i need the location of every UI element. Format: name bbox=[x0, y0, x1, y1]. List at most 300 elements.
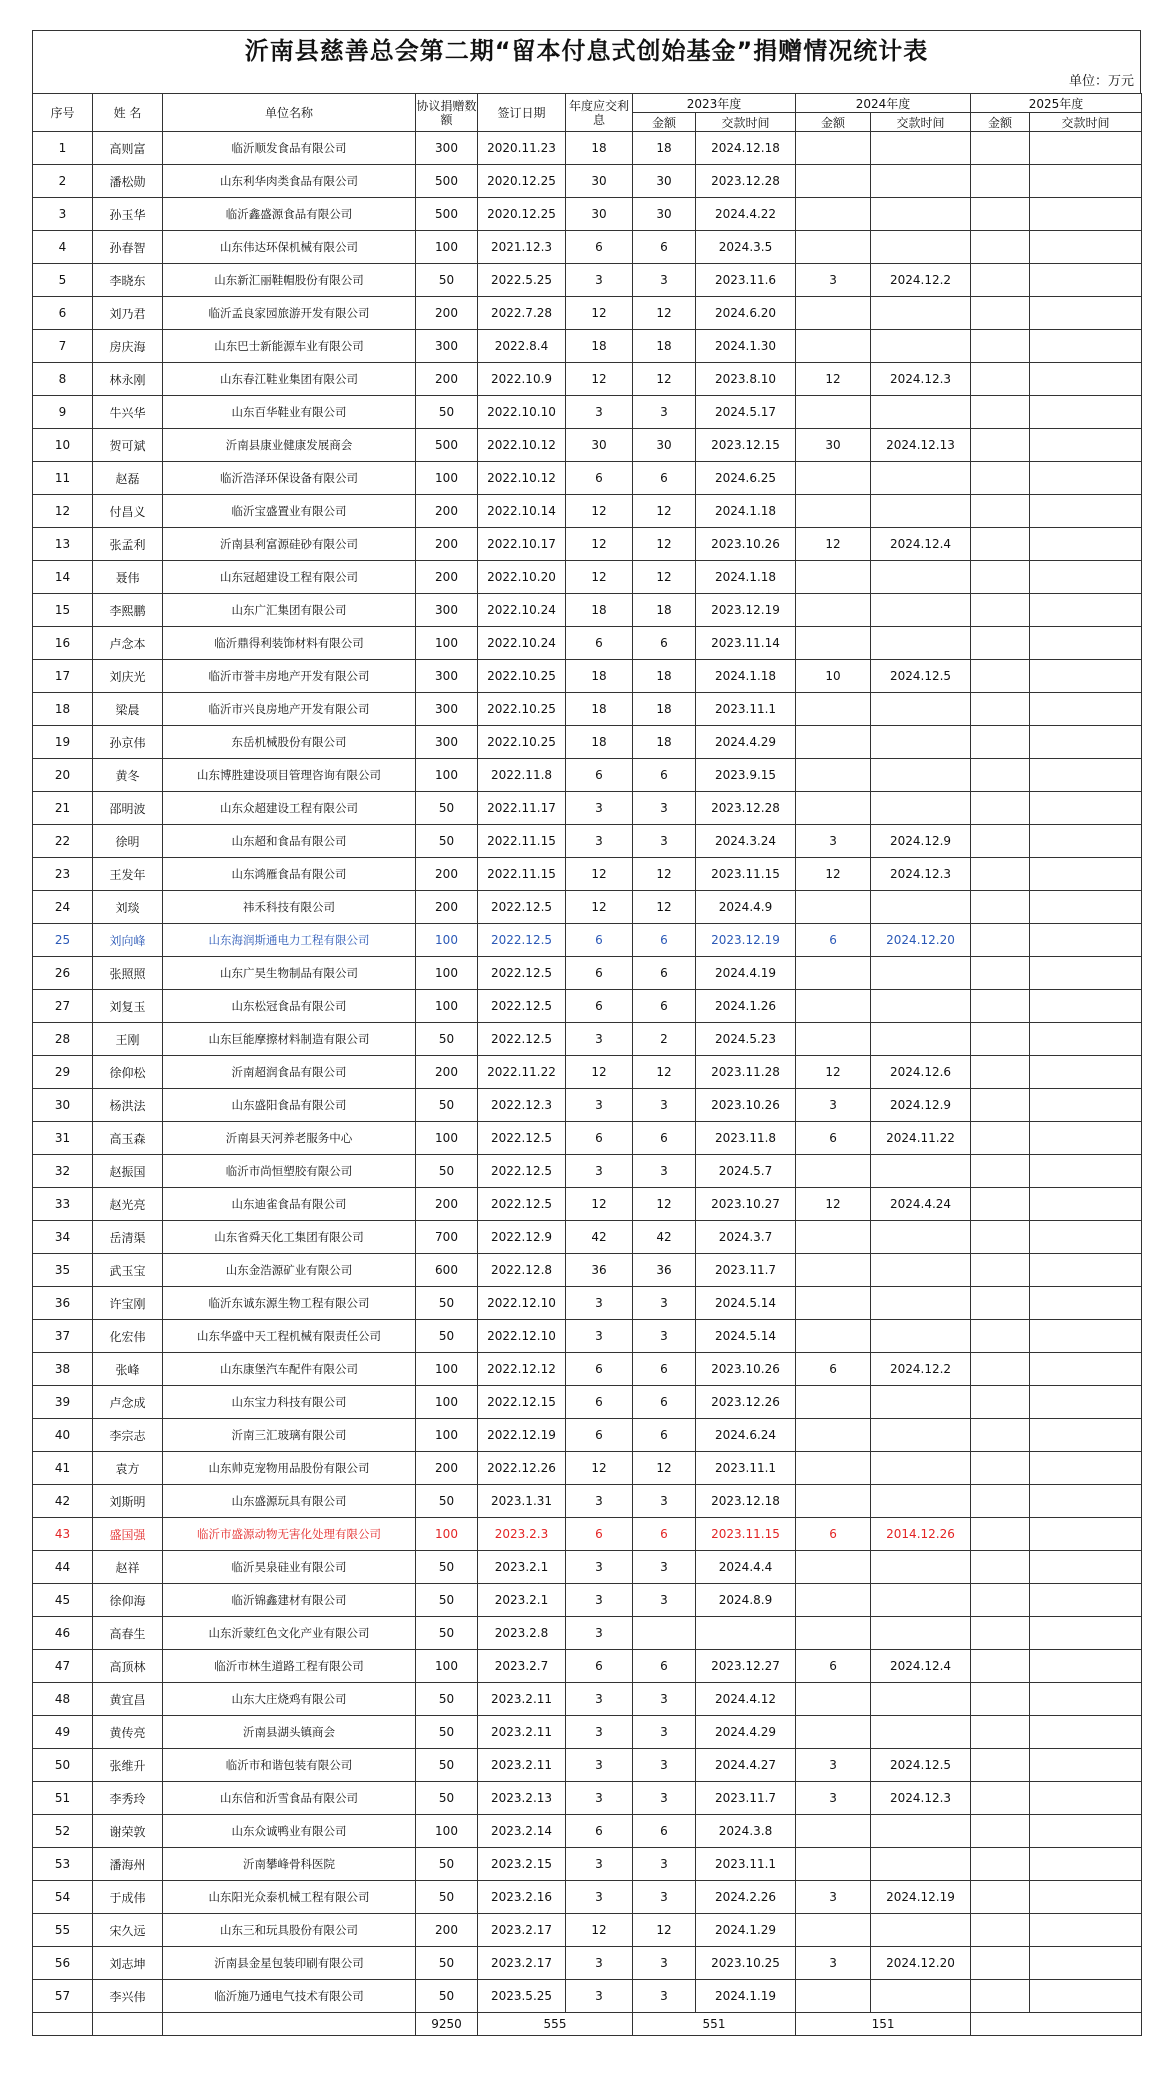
cell-2025-amount bbox=[971, 1782, 1030, 1815]
cell-name: 刘向峰 bbox=[93, 924, 163, 957]
cell-2024-time bbox=[871, 1221, 971, 1254]
cell-date: 2023.1.31 bbox=[478, 1485, 566, 1518]
cell-seq: 5 bbox=[33, 264, 93, 297]
cell-2025-time bbox=[1030, 1914, 1142, 1947]
cell-2023-time: 2024.1.18 bbox=[696, 561, 796, 594]
cell-name: 孙京伟 bbox=[93, 726, 163, 759]
cell-2024-amount: 6 bbox=[796, 1122, 871, 1155]
cell-annual-due: 6 bbox=[566, 627, 633, 660]
cell-company: 山东伟达环保机械有限公司 bbox=[163, 231, 416, 264]
sheet-title: 沂南县慈善总会第二期“留本付息式创始基金”捐赠情况统计表 bbox=[32, 30, 1141, 71]
table-row bbox=[33, 594, 1142, 627]
cell-2025-time bbox=[1030, 1518, 1142, 1551]
cell-2024-time bbox=[871, 1584, 971, 1617]
totals-cell-empty bbox=[971, 2013, 1142, 2036]
cell-company: 临沂市盛源动物无害化处理有限公司 bbox=[163, 1518, 416, 1551]
cell-annual-due: 3 bbox=[566, 792, 633, 825]
cell-2024-amount bbox=[796, 990, 871, 1023]
cell-2023-amount bbox=[633, 1617, 696, 1650]
cell-annual-due: 3 bbox=[566, 1155, 633, 1188]
cell-2024-amount bbox=[796, 1452, 871, 1485]
cell-2025-time bbox=[1030, 231, 1142, 264]
unit-label: 单位：万元 bbox=[32, 71, 1141, 93]
cell-2023-time: 2023.11.6 bbox=[696, 264, 796, 297]
cell-2023-amount: 3 bbox=[633, 1749, 696, 1782]
cell-company: 沂南超润食品有限公司 bbox=[163, 1056, 416, 1089]
cell-company: 临沂浩泽环保设备有限公司 bbox=[163, 462, 416, 495]
cell-annual-due: 6 bbox=[566, 990, 633, 1023]
cell-amount: 50 bbox=[416, 1617, 478, 1650]
cell-2024-amount bbox=[796, 1386, 871, 1419]
cell-2023-amount: 30 bbox=[633, 165, 696, 198]
cell-2024-time bbox=[871, 990, 971, 1023]
table-row bbox=[33, 363, 1142, 396]
cell-2025-amount bbox=[971, 132, 1030, 165]
cell-date: 2023.2.17 bbox=[478, 1947, 566, 1980]
cell-2024-amount bbox=[796, 561, 871, 594]
cell-date: 2022.10.14 bbox=[478, 495, 566, 528]
cell-name: 孙春智 bbox=[93, 231, 163, 264]
cell-amount: 200 bbox=[416, 297, 478, 330]
cell-2024-time bbox=[871, 1386, 971, 1419]
cell-2025-amount bbox=[971, 1353, 1030, 1386]
cell-amount: 50 bbox=[416, 1287, 478, 1320]
cell-2025-time bbox=[1030, 1419, 1142, 1452]
table-row bbox=[33, 1551, 1142, 1584]
cell-2025-time bbox=[1030, 495, 1142, 528]
table-row bbox=[33, 858, 1142, 891]
cell-date: 2020.12.25 bbox=[478, 165, 566, 198]
cell-amount: 200 bbox=[416, 528, 478, 561]
cell-annual-due: 12 bbox=[566, 363, 633, 396]
table-row bbox=[33, 1485, 1142, 1518]
cell-name: 赵振国 bbox=[93, 1155, 163, 1188]
cell-2025-time bbox=[1030, 1749, 1142, 1782]
cell-2025-amount bbox=[971, 396, 1030, 429]
cell-seq: 46 bbox=[33, 1617, 93, 1650]
cell-name: 刘志坤 bbox=[93, 1947, 163, 1980]
cell-company: 临沂鼎得利装饰材料有限公司 bbox=[163, 627, 416, 660]
cell-name: 赵光亮 bbox=[93, 1188, 163, 1221]
cell-name: 岳清渠 bbox=[93, 1221, 163, 1254]
cell-company: 沂南县湖头镇商会 bbox=[163, 1716, 416, 1749]
cell-amount: 50 bbox=[416, 1683, 478, 1716]
cell-annual-due: 3 bbox=[566, 1551, 633, 1584]
table-row bbox=[33, 1650, 1142, 1683]
cell-name: 徐仰松 bbox=[93, 1056, 163, 1089]
cell-2023-time: 2023.12.27 bbox=[696, 1650, 796, 1683]
table-row bbox=[33, 1749, 1142, 1782]
cell-2024-time: 2024.12.6 bbox=[871, 1056, 971, 1089]
cell-seq: 27 bbox=[33, 990, 93, 1023]
cell-2025-time bbox=[1030, 1881, 1142, 1914]
cell-2024-amount: 12 bbox=[796, 528, 871, 561]
cell-2024-amount bbox=[796, 957, 871, 990]
cell-amount: 50 bbox=[416, 396, 478, 429]
cell-2023-time: 2023.9.15 bbox=[696, 759, 796, 792]
cell-2024-amount bbox=[796, 1485, 871, 1518]
cell-2024-time: 2024.12.4 bbox=[871, 1650, 971, 1683]
cell-seq: 42 bbox=[33, 1485, 93, 1518]
cell-amount: 200 bbox=[416, 363, 478, 396]
cell-2025-time bbox=[1030, 1221, 1142, 1254]
cell-2025-amount bbox=[971, 264, 1030, 297]
cell-2023-amount: 42 bbox=[633, 1221, 696, 1254]
cell-company: 沂南三汇玻璃有限公司 bbox=[163, 1419, 416, 1452]
cell-date: 2023.2.11 bbox=[478, 1749, 566, 1782]
cell-annual-due: 3 bbox=[566, 1485, 633, 1518]
cell-2025-amount bbox=[971, 165, 1030, 198]
table-row bbox=[33, 759, 1142, 792]
cell-name: 刘庆光 bbox=[93, 660, 163, 693]
cell-company: 东岳机械股份有限公司 bbox=[163, 726, 416, 759]
table-row bbox=[33, 1023, 1142, 1056]
cell-2023-amount: 3 bbox=[633, 1683, 696, 1716]
cell-company: 山东新汇丽鞋帽股份有限公司 bbox=[163, 264, 416, 297]
cell-2024-amount bbox=[796, 1551, 871, 1584]
cell-seq: 57 bbox=[33, 1980, 93, 2013]
cell-2023-time: 2024.1.30 bbox=[696, 330, 796, 363]
cell-date: 2023.2.1 bbox=[478, 1584, 566, 1617]
cell-2025-time bbox=[1030, 1287, 1142, 1320]
cell-2024-amount: 6 bbox=[796, 1518, 871, 1551]
cell-annual-due: 3 bbox=[566, 1617, 633, 1650]
cell-amount: 100 bbox=[416, 957, 478, 990]
header-2024-amount: 金额 bbox=[796, 113, 871, 132]
cell-company: 临沂市尚恒塑胶有限公司 bbox=[163, 1155, 416, 1188]
cell-seq: 55 bbox=[33, 1914, 93, 1947]
cell-seq: 31 bbox=[33, 1122, 93, 1155]
cell-name: 房庆海 bbox=[93, 330, 163, 363]
cell-amount: 500 bbox=[416, 198, 478, 231]
cell-date: 2023.2.3 bbox=[478, 1518, 566, 1551]
cell-seq: 34 bbox=[33, 1221, 93, 1254]
cell-2023-amount: 3 bbox=[633, 1947, 696, 1980]
cell-amount: 100 bbox=[416, 627, 478, 660]
cell-2023-amount: 12 bbox=[633, 495, 696, 528]
cell-date: 2020.12.25 bbox=[478, 198, 566, 231]
cell-2025-time bbox=[1030, 858, 1142, 891]
cell-2024-time bbox=[871, 132, 971, 165]
cell-2023-time: 2024.5.17 bbox=[696, 396, 796, 429]
cell-2024-time bbox=[871, 726, 971, 759]
cell-2024-amount bbox=[796, 1221, 871, 1254]
cell-2025-amount bbox=[971, 1485, 1030, 1518]
cell-seq: 29 bbox=[33, 1056, 93, 1089]
cell-2025-amount bbox=[971, 1584, 1030, 1617]
table-row bbox=[33, 132, 1142, 165]
table-row bbox=[33, 396, 1142, 429]
cell-2025-amount bbox=[971, 1980, 1030, 2013]
cell-company: 山东巨能摩擦材料制造有限公司 bbox=[163, 1023, 416, 1056]
cell-2025-amount bbox=[971, 495, 1030, 528]
cell-2024-time bbox=[871, 594, 971, 627]
cell-annual-due: 42 bbox=[566, 1221, 633, 1254]
cell-2023-amount: 6 bbox=[633, 990, 696, 1023]
cell-2025-time bbox=[1030, 528, 1142, 561]
table-row bbox=[33, 1914, 1142, 1947]
cell-company: 山东众诚鸭业有限公司 bbox=[163, 1815, 416, 1848]
table-row bbox=[33, 429, 1142, 462]
table-row bbox=[33, 1617, 1142, 1650]
cell-name: 于成伟 bbox=[93, 1881, 163, 1914]
cell-2024-time: 2024.12.20 bbox=[871, 924, 971, 957]
cell-2025-amount bbox=[971, 297, 1030, 330]
cell-name: 李秀玲 bbox=[93, 1782, 163, 1815]
table-row bbox=[33, 1815, 1142, 1848]
cell-2024-amount: 3 bbox=[796, 1881, 871, 1914]
cell-2023-time: 2023.10.25 bbox=[696, 1947, 796, 1980]
cell-2024-time bbox=[871, 1023, 971, 1056]
cell-date: 2022.10.25 bbox=[478, 660, 566, 693]
table-row bbox=[33, 528, 1142, 561]
cell-2025-time bbox=[1030, 363, 1142, 396]
table-row bbox=[33, 1386, 1142, 1419]
cell-annual-due: 12 bbox=[566, 1452, 633, 1485]
cell-date: 2022.12.5 bbox=[478, 924, 566, 957]
cell-2024-amount bbox=[796, 792, 871, 825]
cell-date: 2022.12.3 bbox=[478, 1089, 566, 1122]
cell-2023-time: 2023.11.15 bbox=[696, 1518, 796, 1551]
cell-company: 山东沂蒙红色文化产业有限公司 bbox=[163, 1617, 416, 1650]
cell-2025-amount bbox=[971, 1716, 1030, 1749]
cell-2025-amount bbox=[971, 1848, 1030, 1881]
cell-company: 山东利华肉类食品有限公司 bbox=[163, 165, 416, 198]
cell-annual-due: 3 bbox=[566, 1980, 633, 2013]
cell-2025-amount bbox=[971, 1452, 1030, 1485]
cell-annual-due: 12 bbox=[566, 561, 633, 594]
cell-2025-time bbox=[1030, 1815, 1142, 1848]
cell-name: 谢荣敦 bbox=[93, 1815, 163, 1848]
totals-row bbox=[33, 2013, 1142, 2036]
totals-cell-empty bbox=[33, 2013, 93, 2036]
cell-2023-amount: 3 bbox=[633, 1551, 696, 1584]
cell-2024-amount bbox=[796, 1815, 871, 1848]
cell-2024-time bbox=[871, 231, 971, 264]
cell-2025-amount bbox=[971, 1287, 1030, 1320]
cell-annual-due: 3 bbox=[566, 1683, 633, 1716]
cell-date: 2022.12.5 bbox=[478, 957, 566, 990]
total-2024: 151 bbox=[796, 2013, 971, 2036]
cell-2024-amount bbox=[796, 1023, 871, 1056]
cell-name: 梁晨 bbox=[93, 693, 163, 726]
cell-seq: 23 bbox=[33, 858, 93, 891]
cell-company: 沂南县金星包装印刷有限公司 bbox=[163, 1947, 416, 1980]
cell-name: 黄宜昌 bbox=[93, 1683, 163, 1716]
cell-2024-time bbox=[871, 330, 971, 363]
cell-name: 盛国强 bbox=[93, 1518, 163, 1551]
cell-date: 2022.12.12 bbox=[478, 1353, 566, 1386]
cell-seq: 26 bbox=[33, 957, 93, 990]
table-row bbox=[33, 1155, 1142, 1188]
cell-annual-due: 6 bbox=[566, 231, 633, 264]
cell-company: 山东省舜天化工集团有限公司 bbox=[163, 1221, 416, 1254]
cell-company: 临沂施乃通电气技术有限公司 bbox=[163, 1980, 416, 2013]
cell-amount: 200 bbox=[416, 495, 478, 528]
cell-date: 2022.12.15 bbox=[478, 1386, 566, 1419]
cell-date: 2022.10.20 bbox=[478, 561, 566, 594]
cell-date: 2023.5.25 bbox=[478, 1980, 566, 2013]
cell-company: 临沂市林生道路工程有限公司 bbox=[163, 1650, 416, 1683]
cell-seq: 50 bbox=[33, 1749, 93, 1782]
cell-date: 2020.11.23 bbox=[478, 132, 566, 165]
cell-2024-time: 2024.12.3 bbox=[871, 363, 971, 396]
donation-table bbox=[32, 93, 1142, 2036]
cell-name: 武玉宝 bbox=[93, 1254, 163, 1287]
cell-name: 张维升 bbox=[93, 1749, 163, 1782]
cell-annual-due: 3 bbox=[566, 396, 633, 429]
cell-2023-amount: 3 bbox=[633, 1584, 696, 1617]
cell-2025-time bbox=[1030, 957, 1142, 990]
cell-date: 2022.12.9 bbox=[478, 1221, 566, 1254]
cell-2025-amount bbox=[971, 1749, 1030, 1782]
table-row bbox=[33, 1353, 1142, 1386]
cell-name: 牛兴华 bbox=[93, 396, 163, 429]
cell-name: 李宗志 bbox=[93, 1419, 163, 1452]
cell-2024-amount bbox=[796, 1716, 871, 1749]
cell-seq: 48 bbox=[33, 1683, 93, 1716]
cell-annual-due: 3 bbox=[566, 1848, 633, 1881]
cell-annual-due: 18 bbox=[566, 594, 633, 627]
cell-2025-time bbox=[1030, 825, 1142, 858]
table-body bbox=[33, 132, 1142, 2013]
cell-annual-due: 12 bbox=[566, 858, 633, 891]
cell-2023-amount: 6 bbox=[633, 231, 696, 264]
table-row bbox=[33, 1419, 1142, 1452]
cell-annual-due: 3 bbox=[566, 1089, 633, 1122]
cell-seq: 36 bbox=[33, 1287, 93, 1320]
cell-2023-amount: 2 bbox=[633, 1023, 696, 1056]
cell-date: 2022.11.22 bbox=[478, 1056, 566, 1089]
cell-2023-amount: 3 bbox=[633, 825, 696, 858]
cell-company: 山东百华鞋业有限公司 bbox=[163, 396, 416, 429]
cell-2023-time: 2024.4.29 bbox=[696, 726, 796, 759]
cell-2025-time bbox=[1030, 1056, 1142, 1089]
cell-2023-amount: 3 bbox=[633, 1320, 696, 1353]
cell-seq: 53 bbox=[33, 1848, 93, 1881]
cell-name: 杨洪法 bbox=[93, 1089, 163, 1122]
cell-annual-due: 12 bbox=[566, 1056, 633, 1089]
cell-2024-time bbox=[871, 462, 971, 495]
cell-name: 徐明 bbox=[93, 825, 163, 858]
cell-2023-time: 2024.5.14 bbox=[696, 1287, 796, 1320]
cell-amount: 50 bbox=[416, 1551, 478, 1584]
cell-seq: 13 bbox=[33, 528, 93, 561]
cell-2025-time bbox=[1030, 594, 1142, 627]
header-2023-time: 交款时间 bbox=[696, 113, 796, 132]
cell-2024-time: 2024.12.5 bbox=[871, 660, 971, 693]
cell-2025-amount bbox=[971, 957, 1030, 990]
cell-2025-time bbox=[1030, 1617, 1142, 1650]
cell-2024-time: 2014.12.26 bbox=[871, 1518, 971, 1551]
cell-2024-amount bbox=[796, 231, 871, 264]
cell-2025-amount bbox=[971, 627, 1030, 660]
total-2023: 551 bbox=[633, 2013, 796, 2036]
table-row bbox=[33, 1122, 1142, 1155]
cell-2024-time: 2024.12.4 bbox=[871, 528, 971, 561]
cell-2025-time bbox=[1030, 1584, 1142, 1617]
cell-2025-amount bbox=[971, 429, 1030, 462]
cell-name: 许宝刚 bbox=[93, 1287, 163, 1320]
cell-2025-time bbox=[1030, 1320, 1142, 1353]
cell-seq: 47 bbox=[33, 1650, 93, 1683]
cell-date: 2021.12.3 bbox=[478, 231, 566, 264]
cell-2023-time: 2023.11.1 bbox=[696, 693, 796, 726]
total-amount: 9250 bbox=[416, 2013, 478, 2036]
cell-2025-time bbox=[1030, 759, 1142, 792]
cell-date: 2022.10.12 bbox=[478, 429, 566, 462]
cell-date: 2022.12.10 bbox=[478, 1287, 566, 1320]
cell-name: 黄传亮 bbox=[93, 1716, 163, 1749]
cell-annual-due: 12 bbox=[566, 297, 633, 330]
cell-annual-due: 3 bbox=[566, 1716, 633, 1749]
cell-annual-due: 3 bbox=[566, 264, 633, 297]
cell-2025-amount bbox=[971, 1683, 1030, 1716]
cell-2023-time: 2023.12.15 bbox=[696, 429, 796, 462]
cell-name: 高则富 bbox=[93, 132, 163, 165]
cell-name: 刘琰 bbox=[93, 891, 163, 924]
cell-company: 山东春江鞋业集团有限公司 bbox=[163, 363, 416, 396]
cell-2023-amount: 12 bbox=[633, 1452, 696, 1485]
cell-name: 王刚 bbox=[93, 1023, 163, 1056]
cell-2023-time: 2023.12.19 bbox=[696, 594, 796, 627]
cell-annual-due: 18 bbox=[566, 693, 633, 726]
cell-annual-due: 18 bbox=[566, 726, 633, 759]
cell-2023-time: 2024.2.26 bbox=[696, 1881, 796, 1914]
cell-2023-amount: 3 bbox=[633, 792, 696, 825]
cell-2025-amount bbox=[971, 330, 1030, 363]
cell-date: 2023.2.15 bbox=[478, 1848, 566, 1881]
cell-2024-amount bbox=[796, 759, 871, 792]
cell-2024-amount bbox=[796, 693, 871, 726]
cell-company: 沂南攀峰骨科医院 bbox=[163, 1848, 416, 1881]
cell-2023-amount: 12 bbox=[633, 1056, 696, 1089]
cell-amount: 50 bbox=[416, 825, 478, 858]
cell-2023-amount: 12 bbox=[633, 363, 696, 396]
cell-2024-amount bbox=[796, 1914, 871, 1947]
cell-name: 宋久远 bbox=[93, 1914, 163, 1947]
cell-2023-amount: 36 bbox=[633, 1254, 696, 1287]
cell-2024-amount: 6 bbox=[796, 924, 871, 957]
cell-name: 张孟利 bbox=[93, 528, 163, 561]
cell-2023-time: 2023.11.7 bbox=[696, 1254, 796, 1287]
cell-name: 化宏伟 bbox=[93, 1320, 163, 1353]
header-year-2025: 2025年度 bbox=[971, 94, 1142, 113]
cell-2023-time: 2024.5.14 bbox=[696, 1320, 796, 1353]
cell-2023-amount: 3 bbox=[633, 1089, 696, 1122]
cell-2023-time: 2024.6.24 bbox=[696, 1419, 796, 1452]
cell-2025-time bbox=[1030, 561, 1142, 594]
cell-2023-time: 2023.12.18 bbox=[696, 1485, 796, 1518]
table-row bbox=[33, 792, 1142, 825]
header-2025-time: 交款时间 bbox=[1030, 113, 1142, 132]
cell-date: 2022.11.17 bbox=[478, 792, 566, 825]
cell-seq: 21 bbox=[33, 792, 93, 825]
cell-2023-time: 2024.4.12 bbox=[696, 1683, 796, 1716]
cell-name: 袁方 bbox=[93, 1452, 163, 1485]
header-2023-amount: 金额 bbox=[633, 113, 696, 132]
cell-2025-amount bbox=[971, 1320, 1030, 1353]
cell-name: 王发年 bbox=[93, 858, 163, 891]
cell-seq: 3 bbox=[33, 198, 93, 231]
table-row bbox=[33, 726, 1142, 759]
cell-2025-time bbox=[1030, 1683, 1142, 1716]
cell-2025-amount bbox=[971, 693, 1030, 726]
cell-2024-amount bbox=[796, 627, 871, 660]
cell-2023-time: 2023.11.15 bbox=[696, 858, 796, 891]
table-row bbox=[33, 1848, 1142, 1881]
cell-amount: 200 bbox=[416, 891, 478, 924]
